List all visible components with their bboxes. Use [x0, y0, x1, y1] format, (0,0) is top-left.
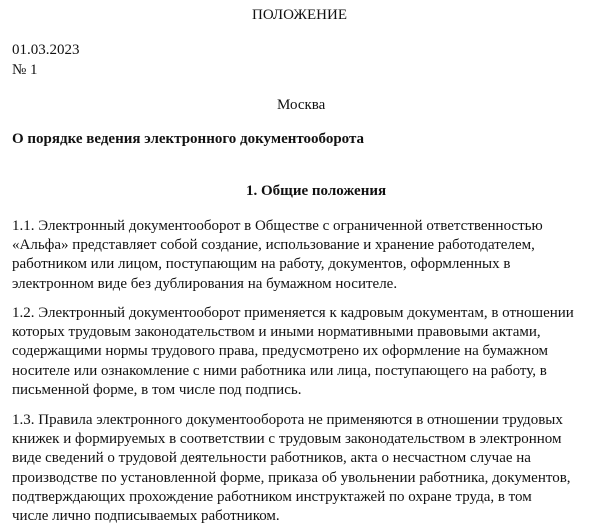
paragraph-line: содержащими нормы трудового права, предусмотрено их оформление на бумажном [12, 343, 549, 360]
paragraph-1-3 [12, 411, 594, 526]
paragraph-line: 1.1. Электронный документооборот в Обществе с ограниченной ответственностью [12, 218, 543, 234]
paragraph-line: числе лично подписываемых работником. [12, 508, 280, 525]
paragraph-line: 1.3. Правила электронного документооборота не применяются в отношении трудовых [12, 412, 563, 428]
paragraph-line: подтверждающих прохождение работником инструктажей по охране труда, в том [12, 488, 532, 505]
document-title: ПОЛОЖЕНИЕ [252, 7, 347, 23]
paragraph-1-2 [12, 304, 594, 400]
paragraph-line: которых трудовым законодательством и иными нормативными правовыми актами, [12, 324, 541, 341]
paragraph-line: «Альфа» представляет собой создание, использование и хранение работодателем, [12, 237, 535, 254]
paragraph-1-1 [12, 217, 594, 294]
paragraph-line: производстве по установленной форме, приказа об увольнении работника, документов, [12, 469, 571, 486]
paragraph-line: работником или лицом, поступающим на работу, документов, оформленных в [12, 256, 511, 273]
document-subject: О порядке ведения электронного документооборота [12, 131, 365, 147]
document-date: 01.03.2023 [12, 42, 80, 58]
paragraph-line: письменной форме, в том числе под подпись. [12, 381, 302, 398]
section-heading: 1. Общие положения [246, 183, 387, 199]
paragraph-line: 1.2. Электронный документооборот применяется к кадровым документам, в отношении [12, 305, 574, 321]
paragraph-line: виде сведений о трудовой деятельности работников, акта о несчастном случае на [12, 450, 531, 467]
paragraph-line: электронном виде без дублирования на бумажном носителе. [12, 275, 398, 292]
paragraph-line: книжек и формируемых в соответствии с трудовым законодательством в электронном [12, 431, 562, 448]
document-number: № 1 [12, 62, 38, 78]
paragraph-line: носителе или ознакомление с ними работника или лица, поступающего на работу, в [12, 362, 547, 379]
document-city: Москва [277, 97, 326, 113]
